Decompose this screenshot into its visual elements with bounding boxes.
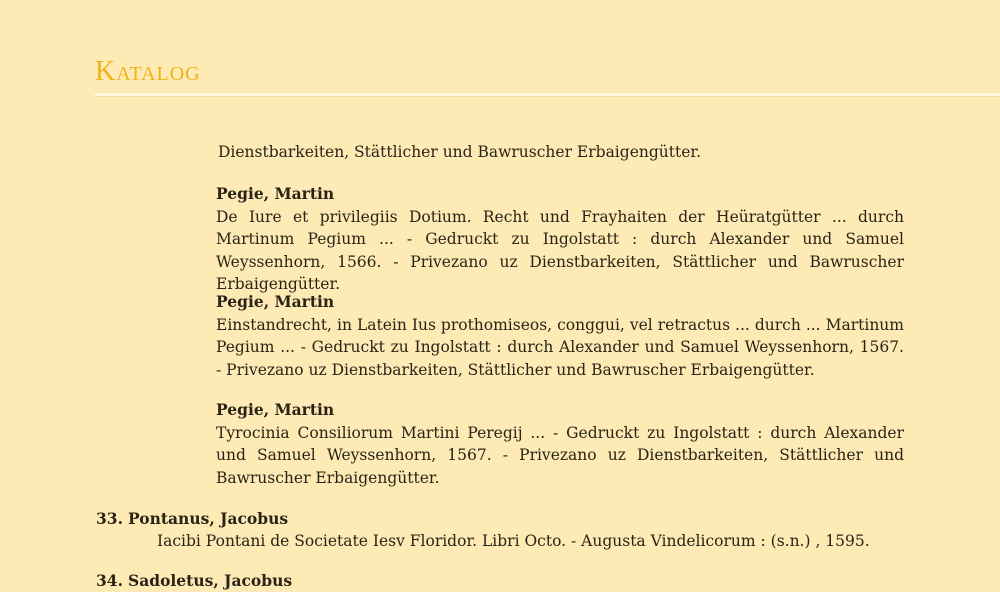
numbered-entry [96,508,870,552]
entry-author: Sadoletus, Jacobus [128,571,293,590]
entry-description: Iacibi Pontani de Societate Iesv Floridor. Libri Octo. - Augusta Vindelicorum : (s.n.) , 1595. [157,532,870,550]
catalog-entry [216,291,904,381]
entry-author: Pegie, Martin [216,292,335,311]
page-title: Katalog [95,56,201,87]
entry-description: Einstandrecht, in Latein Ius prothomiseos, conggui, vel retractus ... durch ... Martinum Pegium ... - Gedruckt zu Ingolstatt : durch Alexander und Samuel Weyssenhorn, 1567. - Privezano uz Dienstbarkeiten, Stättlicher und Bawruscher Erbaigengütter. [216,315,904,379]
header-divider [95,93,1000,97]
entry-author: Pegie, Martin [216,400,335,419]
entry-description: Tyrocinia Consiliorum Martini Peregij ... - Gedruckt zu Ingolstatt : durch Alexander und Samuel Weyssenhorn, 1567. - Privezano uz Dienstbarkeiten, Stättlicher und Bawruscher Erbaigengütter. [216,423,904,487]
entry-description: De Iure et privilegiis Dotium. Recht und Frayhaiten der Heüratgütter ... durch Martinum Pegium ... - Gedruckt zu Ingolstatt : durch Alexander und Samuel Weyssenhorn, 1566. - Privezano uz Dienstbarkeiten, Stättlicher und Bawruscher Erbaigengütter. [216,207,904,293]
entry-number: 33. [96,509,123,528]
catalog-entry [216,399,904,489]
entry-author: Pontanus, Jacobus [128,509,289,528]
entry-author: Pegie, Martin [216,184,335,203]
catalog-entry [216,183,904,296]
continuation-text: Dienstbarkeiten, Stättlicher und Bawruscher Erbaigengütter. [218,143,702,161]
entry-number: 34. [96,571,123,590]
numbered-entry [96,570,292,592]
